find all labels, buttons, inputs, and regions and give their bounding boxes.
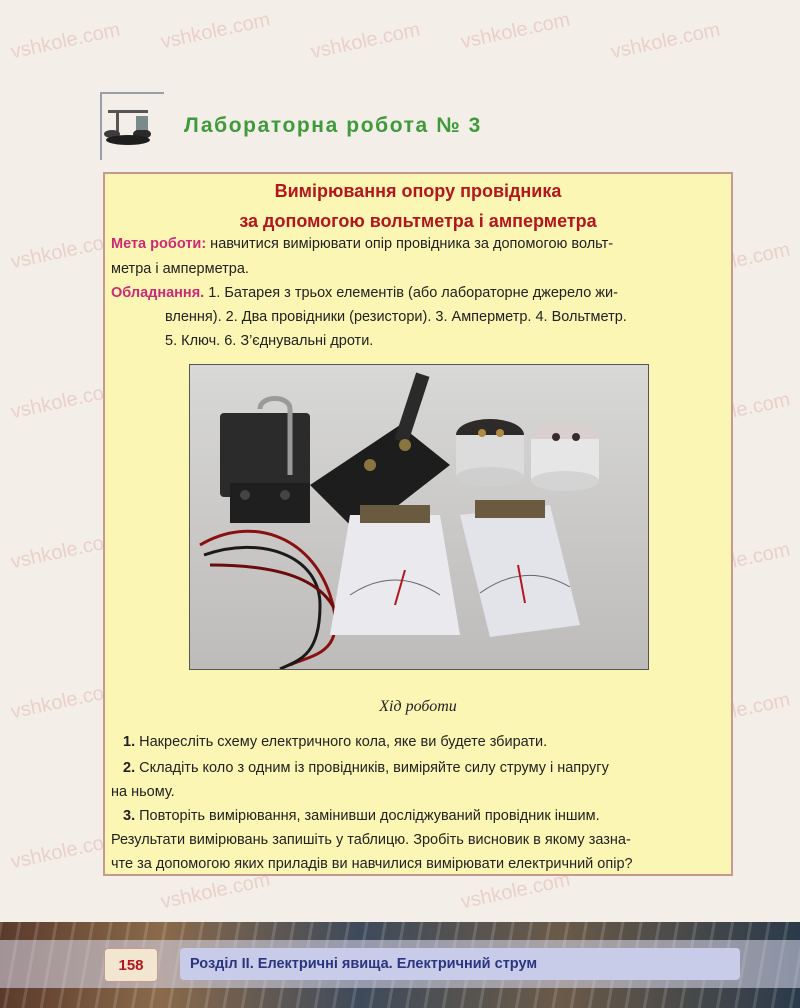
equipment-photo bbox=[189, 364, 649, 670]
lab-topic-title bbox=[105, 176, 731, 236]
step-2-cont bbox=[111, 780, 711, 805]
goal-text-cont: метра і амперметра. bbox=[111, 261, 249, 277]
equipment-text-3: 5. Ключ. 6. З’єднувальні дроти. bbox=[165, 333, 374, 349]
lab-content-box bbox=[103, 172, 733, 876]
watermark: vshkole.com bbox=[158, 868, 273, 914]
procedure-title: Хід роботи bbox=[379, 698, 457, 715]
watermark: vshkole.com bbox=[678, 688, 793, 734]
step-number: 1. bbox=[123, 734, 136, 750]
step-3-cont bbox=[111, 828, 727, 853]
watermark: vshkole.com bbox=[8, 678, 123, 724]
step-3 bbox=[123, 804, 723, 829]
watermark: vshkole.com bbox=[8, 228, 123, 274]
equipment-line-2 bbox=[165, 305, 731, 330]
watermark: vshkole.com bbox=[158, 8, 273, 54]
watermark: vshkole.com bbox=[458, 868, 573, 914]
watermark: vshkole.com bbox=[8, 18, 123, 64]
equipment-label: Обладнання. bbox=[111, 285, 205, 301]
step-2 bbox=[123, 756, 723, 781]
watermark: vshkole.com bbox=[678, 388, 793, 434]
watermark: vshkole.com bbox=[608, 18, 723, 64]
step-1 bbox=[123, 730, 723, 755]
step-text: Складіть коло з одним із провідників, виміряйте силу струму і напругу bbox=[135, 760, 609, 776]
step-text: Повторіть вимірювання, замінивши досліджуваний провідник іншим. bbox=[135, 808, 600, 824]
watermark: vshkole.com bbox=[8, 828, 123, 874]
goal-label: Мета роботи: bbox=[111, 236, 207, 252]
watermark: vshkole.com bbox=[8, 528, 123, 574]
step-text-cont: Результати вимірювань запишіть у таблицю. Зробіть висновик в якому зазна- bbox=[111, 832, 631, 848]
watermark: vshkole.com bbox=[8, 378, 123, 424]
lab-title: Лабораторна робота № 3 bbox=[184, 114, 482, 137]
equipment-line-3 bbox=[165, 329, 731, 354]
page-number: 158 bbox=[104, 948, 158, 982]
goal-paragraph-cont bbox=[111, 257, 731, 282]
step-3-cont-2 bbox=[111, 852, 727, 877]
watermark: vshkole.com bbox=[458, 8, 573, 54]
lab-header bbox=[100, 88, 740, 160]
goal-paragraph bbox=[111, 232, 731, 257]
goal-text: навчитися вимірювати опір провідника за допомогою вольт- bbox=[206, 236, 614, 252]
page-footer bbox=[0, 922, 800, 1008]
scales-icon bbox=[100, 92, 164, 160]
step-number: 3. bbox=[123, 808, 136, 824]
lab-topic-title-line1: Вимірювання опору провідника bbox=[274, 181, 562, 201]
equipment-text: 1. Батарея з трьох елементів (або лабораторне джерело жи- bbox=[204, 285, 618, 301]
lab-topic-title-line2: за допомогою вольтметра і амперметра bbox=[239, 211, 597, 231]
watermark: vshkole.com bbox=[308, 18, 423, 64]
equipment-text-2: влення). 2. Два провідники (резистори). 3. Амперметр. 4. Вольтметр. bbox=[165, 309, 627, 325]
watermark: vshkole.com bbox=[678, 538, 793, 584]
step-text-cont: на ньому. bbox=[111, 784, 175, 800]
watermark: vshkole.com bbox=[678, 238, 793, 284]
equipment-paragraph bbox=[111, 281, 731, 306]
step-text: Накресліть схему електричного кола, яке ви будете збирати. bbox=[135, 734, 548, 750]
step-text-cont: чте за допомогою яких приладів ви навчилися вимірювати електричний опір? bbox=[111, 856, 633, 872]
chapter-title: Розділ II. Електричні явища. Електричний струм bbox=[180, 948, 740, 980]
step-number: 2. bbox=[123, 760, 136, 776]
